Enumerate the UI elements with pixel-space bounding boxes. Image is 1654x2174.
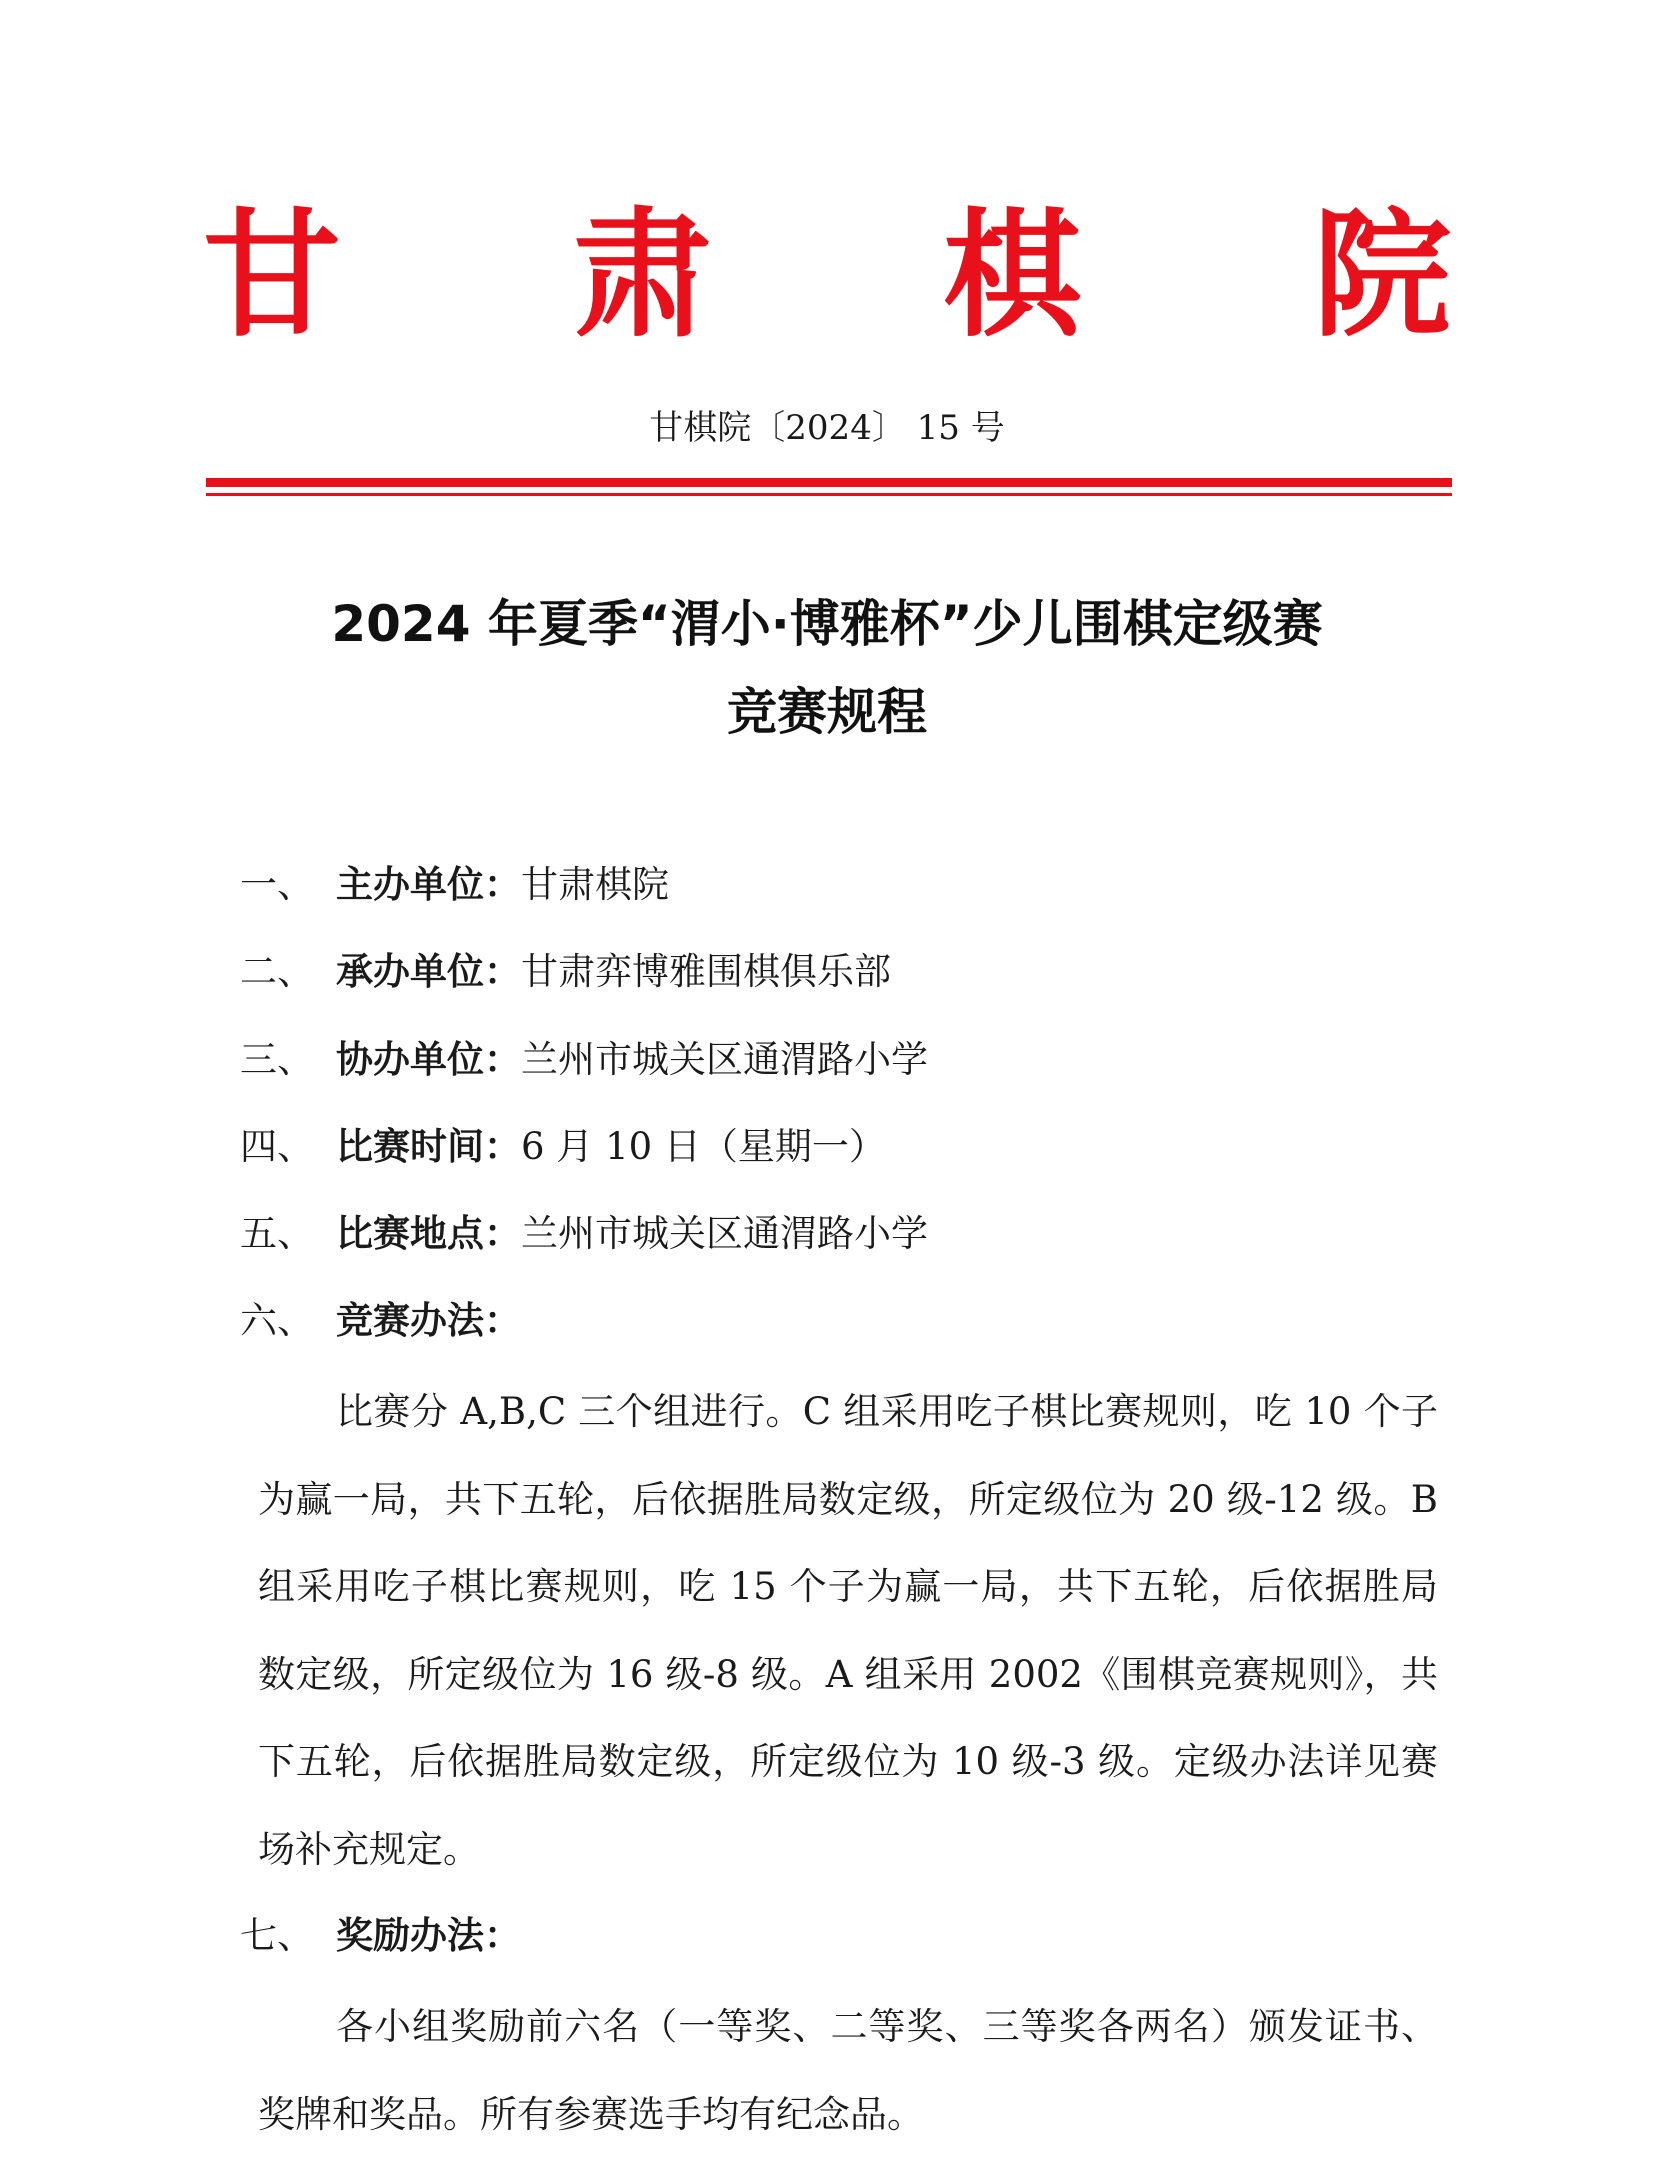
section-label: 协办单位： bbox=[336, 1038, 521, 1081]
section-label: 承办单位： bbox=[336, 950, 521, 993]
section-label: 比赛地点： bbox=[336, 1212, 521, 1255]
section-competition-method bbox=[240, 1291, 521, 1351]
section-label: 比赛时间： bbox=[336, 1125, 521, 1168]
award-method-paragraph: 各小组奖励前六名（一等奖、二等奖、三等奖各两名）颁发证书、奖牌和奖品。所有参赛选手均有纪念品。 bbox=[258, 2005, 1438, 2136]
section-number: 二、 bbox=[240, 950, 314, 993]
section-number: 三、 bbox=[240, 1038, 314, 1081]
section-number: 一、 bbox=[240, 863, 314, 906]
section-number: 七、 bbox=[240, 1914, 314, 1957]
section-time bbox=[240, 1117, 886, 1177]
section-value: 兰州市城关区通渭路小学 bbox=[521, 1212, 928, 1255]
section-value: 甘肃弈博雅围棋俱乐部 bbox=[521, 950, 891, 993]
section-co-organizer bbox=[240, 1030, 928, 1090]
section-host bbox=[240, 942, 891, 1002]
document-title-line1: 2024 年夏季“渭小·博雅杯”少儿围棋定级赛 bbox=[331, 595, 1323, 653]
section-label: 主办单位： bbox=[336, 863, 521, 906]
red-divider-thin bbox=[206, 493, 1452, 496]
document-title-line2: 竞赛规程 bbox=[727, 683, 927, 741]
section-value: 兰州市城关区通渭路小学 bbox=[521, 1038, 928, 1081]
section-award-method bbox=[240, 1906, 521, 1966]
section-venue bbox=[240, 1204, 928, 1264]
section-number: 四、 bbox=[240, 1125, 314, 1168]
section-number: 六、 bbox=[240, 1299, 314, 1342]
org-letterhead-title: 甘 肃 棋 院 bbox=[202, 193, 1544, 356]
section-organizer bbox=[240, 855, 669, 915]
section-value: 甘肃棋院 bbox=[521, 863, 669, 906]
section-value: 6 月 10 日（星期一） bbox=[521, 1125, 886, 1168]
red-divider-thick bbox=[206, 478, 1452, 487]
document-number: 甘棋院〔2024〕 15 号 bbox=[649, 408, 1005, 448]
section-number: 五、 bbox=[240, 1212, 314, 1255]
competition-method-paragraph: 比赛分 A,B,C 三个组进行。C 组采用吃子棋比赛规则，吃 10 个子为赢一局，共下五轮，后依据胜局数定级，所定级位为 20 级-12 级。B 组采用吃子棋比赛规则，吃 15 个子为赢一局，共下五轮，后依据胜局数定级，所定级位为 16 级-8 级。A 组采用 2002《围棋竞赛规则》，共下五轮，后依据胜局数定级，所定级位为 10 级-3 级。定级办法详见赛场补充规定。 bbox=[258, 1390, 1438, 1871]
section-label: 竞赛办法： bbox=[336, 1299, 521, 1342]
section-label: 奖励办法： bbox=[336, 1914, 521, 1957]
